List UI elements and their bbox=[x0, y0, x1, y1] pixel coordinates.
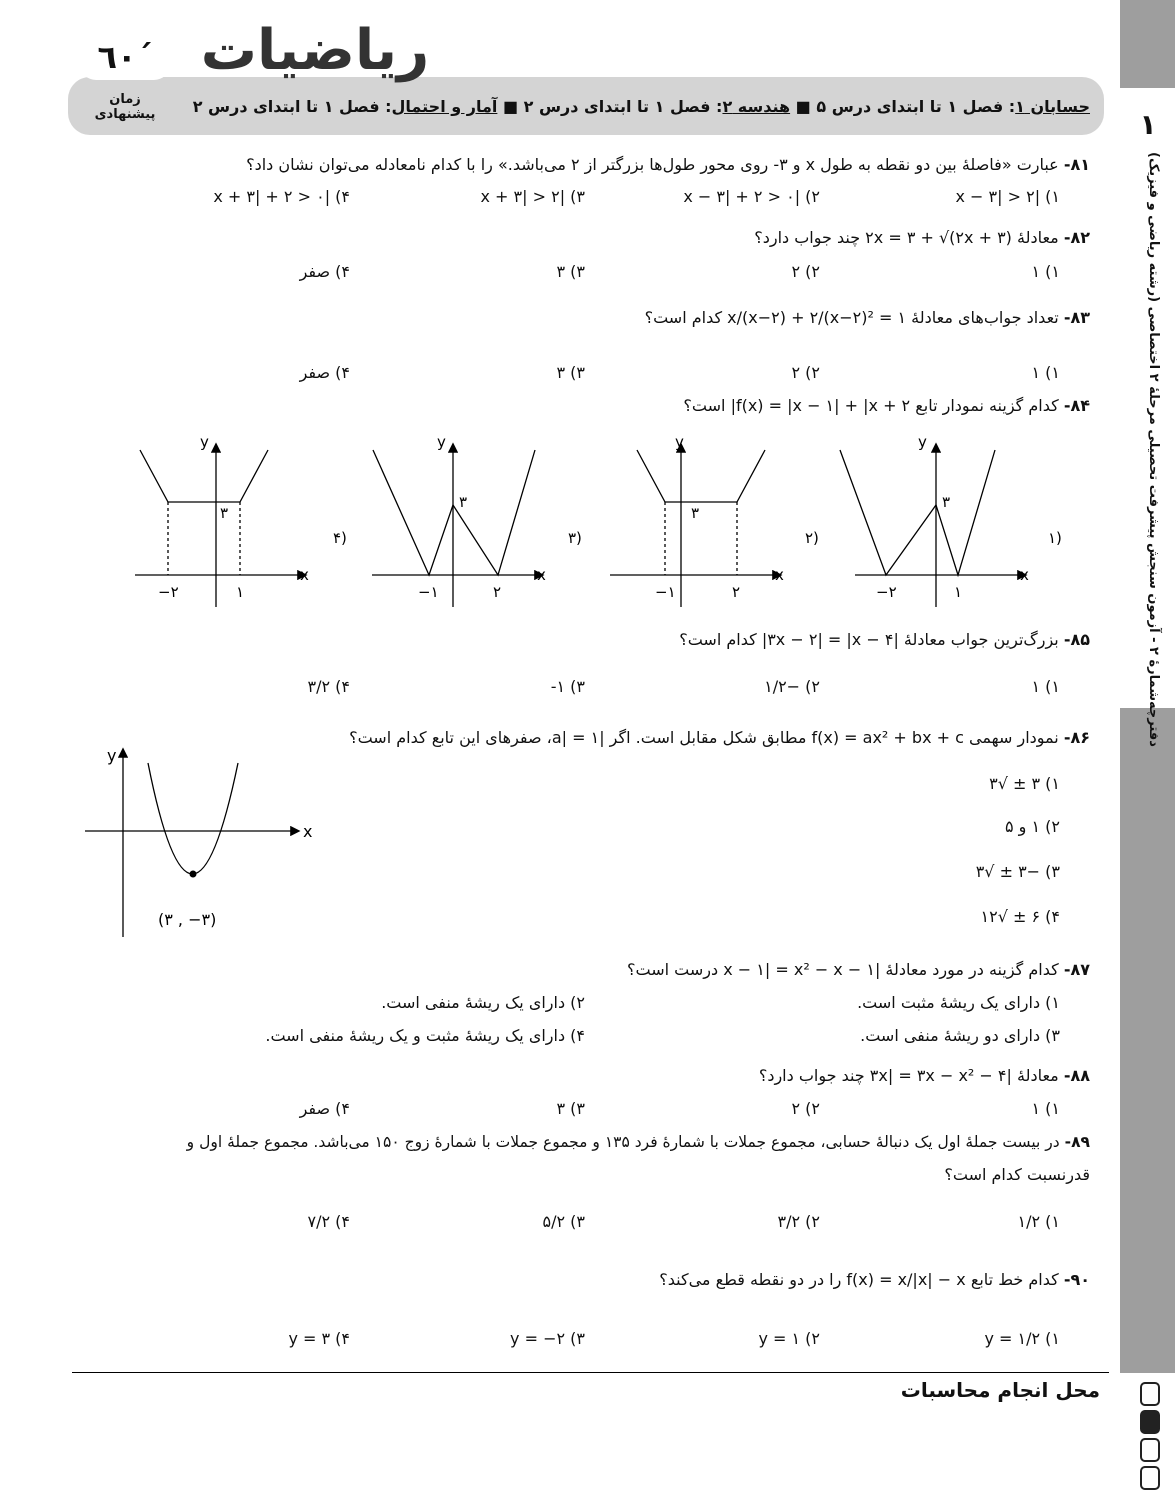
suggested-time-label: زمان پیشنهادی bbox=[94, 92, 156, 122]
tick-label: ۲ bbox=[493, 583, 502, 601]
topic-name: حسابان ۱ bbox=[1015, 97, 1090, 116]
footer-divider bbox=[72, 1372, 1109, 1373]
graph-3-label: ۳) bbox=[568, 529, 582, 547]
option[interactable]: ۲) −۱/۲ bbox=[764, 677, 820, 696]
graph-3-curve bbox=[373, 450, 535, 575]
option[interactable]: ۱) ۱ bbox=[1031, 262, 1060, 281]
peak-label: ۳ bbox=[942, 493, 951, 511]
option[interactable]: ۲) ۲ bbox=[791, 1099, 820, 1118]
option[interactable]: ۴) |x + ۳| + ۲ > ۰ bbox=[213, 187, 350, 206]
tick-label: ۱ bbox=[236, 583, 245, 601]
option[interactable]: ۳) y = −۲ bbox=[510, 1329, 585, 1348]
option[interactable]: ۴) صفر bbox=[299, 1099, 350, 1118]
graph-4-label: ۴) bbox=[333, 529, 347, 547]
tick-label: ۲ bbox=[732, 583, 741, 601]
question-86: ۸۶- نمودار سهمی f(x) = ax² + bx + c مطابق شکل مقابل است. اگر |a| = ۱، صفرهای این تابع کدام است؟ bbox=[349, 728, 1090, 747]
q84-graphs bbox=[100, 425, 1070, 615]
tab-icon-active bbox=[1140, 1410, 1160, 1434]
option[interactable]: ۲) ۳/۲ bbox=[777, 1212, 820, 1231]
tick-label: ۱ bbox=[954, 583, 963, 601]
option[interactable]: ۳) ۱- bbox=[550, 677, 585, 696]
tab-icon bbox=[1140, 1382, 1160, 1406]
vertex-point bbox=[190, 871, 197, 878]
option[interactable]: ۲) y = ۱ bbox=[758, 1329, 820, 1348]
question-83: ۸۳- تعداد جواب‌های معادلهٔ ۱ = x/(x−۲) + ۲/(x−۲)² کدام است؟ bbox=[644, 308, 1090, 327]
question-81: ۸۱- عبارت «فاصلهٔ بین دو نقطه به طول x و ۳- روی محور طول‌ها بزرگتر از ۲ می‌باشد.» را با کدام نامعادله می‌توان نشان داد؟ bbox=[246, 155, 1090, 174]
question-82: ۸۲- معادلهٔ ۲x = ۳ + √(۲x + ۳) چند جواب دارد؟ bbox=[754, 228, 1090, 247]
tick-label: −۱ bbox=[418, 583, 439, 601]
question-87: ۸۷- کدام گزینه در مورد معادلهٔ |x − ۱| = x² − x − ۱ درست است؟ bbox=[627, 960, 1090, 979]
option[interactable]: ۴) ۶ ± √۱۲ bbox=[980, 907, 1060, 926]
bullet-icon: ■ bbox=[497, 97, 519, 116]
option[interactable]: ۴) y = ۳ bbox=[288, 1329, 350, 1348]
question-89: ۸۹- در بیست جملهٔ اول یک دنبالهٔ حسابی، مجموع جملات با شمارهٔ فرد ۱۳۵ و مجموع جملات با شمارهٔ زوج ۱۵۰ می‌باشد. مجموع جملهٔ اول و bbox=[186, 1133, 1090, 1151]
flat-label: ۳ bbox=[220, 504, 229, 522]
y-axis-label: y bbox=[200, 433, 209, 451]
topic-range: : فصل ۱ تا ابتدای درس ۲ bbox=[192, 97, 392, 116]
x-axis-label: x bbox=[1020, 566, 1029, 584]
side-gray-block bbox=[1120, 708, 1175, 1373]
question-89-line2: قدرنسبت کدام است؟ bbox=[944, 1165, 1090, 1184]
question-88: ۸۸- معادلهٔ |۳x| = ۳x − x² − ۴ چند جواب دارد؟ bbox=[758, 1066, 1090, 1085]
x-axis-label: x bbox=[303, 822, 313, 841]
graph-2-curve bbox=[637, 450, 765, 502]
option[interactable]: ۲) |x − ۳| + ۲ > ۰ bbox=[683, 187, 820, 206]
topic-range: : فصل ۱ تا ابتدای درس ۲ bbox=[523, 97, 723, 116]
y-axis-label: y bbox=[107, 746, 117, 765]
option[interactable]: ۳) |x + ۳| > ۲ bbox=[480, 187, 585, 206]
topic-name: آمار و احتمال bbox=[391, 97, 498, 116]
topics-line bbox=[193, 97, 1090, 116]
option[interactable]: ۴) دارای یک ریشهٔ مثبت و یک ریشهٔ منفی است. bbox=[265, 1026, 585, 1045]
q86-parabola-graph bbox=[80, 745, 330, 945]
parabola-curve bbox=[148, 763, 238, 874]
flat-label: ۳ bbox=[691, 504, 700, 522]
x-axis-label: x bbox=[775, 566, 784, 584]
tick-label: −۲ bbox=[158, 583, 179, 601]
booklet-title: دفترچه‌شمارهٔ ۲ - آزمون سنجش پیشرفت تحصیلی مرحلهٔ ۲ اختصاصی (رشته ریاضی و فیزیک) bbox=[1146, 152, 1161, 747]
y-axis-label: y bbox=[675, 433, 684, 451]
page-tabs bbox=[1140, 1382, 1160, 1494]
graph-2-label: ۲) bbox=[805, 529, 819, 547]
option[interactable]: ۱) y = ۱/۲ bbox=[984, 1329, 1060, 1348]
subject-title: ریاضیات bbox=[200, 18, 430, 83]
option[interactable]: ۳) ۵/۲ bbox=[542, 1212, 585, 1231]
option[interactable]: ۲) ۱ و ۵ bbox=[1004, 817, 1060, 836]
bullet-icon: ■ bbox=[790, 97, 811, 116]
topic-name: هندسه ۲ bbox=[722, 97, 791, 116]
graph-4-curve bbox=[140, 450, 268, 502]
vertex-label: (۳ , −۳) bbox=[158, 910, 217, 929]
option[interactable]: ۲) ۲ bbox=[791, 262, 820, 281]
option[interactable]: ۱) ۱ bbox=[1031, 1099, 1060, 1118]
peak-label: ۳ bbox=[459, 493, 468, 511]
option[interactable]: ۱) دارای یک ریشهٔ مثبت است. bbox=[857, 993, 1060, 1012]
option[interactable]: ۱) ۱ bbox=[1031, 677, 1060, 696]
tab-icon bbox=[1140, 1438, 1160, 1462]
option[interactable]: ۳) دارای دو ریشهٔ منفی است. bbox=[860, 1026, 1060, 1045]
option[interactable]: ۳) −۳ ± √۳ bbox=[975, 862, 1060, 881]
y-axis-label: y bbox=[918, 433, 927, 451]
option[interactable]: ۴) ۳/۲ bbox=[307, 677, 350, 696]
option[interactable]: ۱) |x − ۳| > ۲ bbox=[955, 187, 1060, 206]
option[interactable]: ۱) ۱ bbox=[1031, 363, 1060, 382]
question-85: ۸۵- بزرگ‌ترین جواب معادلهٔ |۳x − ۲| = |x − ۴| کدام است؟ bbox=[679, 630, 1090, 649]
option[interactable]: ۳) ۳ bbox=[556, 1099, 585, 1118]
option[interactable]: ۱) ۳ ± √۳ bbox=[989, 774, 1060, 793]
question-84: ۸۴- کدام گزینه نمودار تابع f(x) = |x − ۱| + |x + ۲| است؟ bbox=[683, 396, 1090, 415]
y-axis-label: y bbox=[437, 433, 446, 451]
option[interactable]: ۲) ۲ bbox=[791, 363, 820, 382]
option[interactable]: ۳) ۳ bbox=[556, 363, 585, 382]
option[interactable]: ۴) ۷/۲ bbox=[307, 1212, 350, 1231]
graph-1-curve bbox=[840, 450, 995, 575]
suggested-time-value: ٦٠´ bbox=[97, 38, 153, 76]
x-axis-label: x bbox=[537, 566, 546, 584]
tick-label: −۱ bbox=[655, 583, 676, 601]
topic-range: : فصل ۱ تا ابتدای درس ۵ bbox=[816, 97, 1016, 116]
option[interactable]: ۱) ۱/۲ bbox=[1017, 1212, 1060, 1231]
option[interactable]: ۴) صفر bbox=[299, 262, 350, 281]
tick-label: −۲ bbox=[876, 583, 897, 601]
side-gray-block-top bbox=[1120, 0, 1175, 88]
graph-1-label: ۱) bbox=[1048, 529, 1062, 547]
scratch-area-label: محل انجام محاسبات bbox=[900, 1378, 1100, 1402]
option[interactable]: ۴) صفر bbox=[299, 363, 350, 382]
option[interactable]: ۲) دارای یک ریشهٔ منفی است. bbox=[381, 993, 585, 1012]
tab-icon bbox=[1140, 1466, 1160, 1490]
option[interactable]: ۳) ۳ bbox=[556, 262, 585, 281]
x-axis-label: x bbox=[300, 566, 309, 584]
page-number: ۱ bbox=[1139, 108, 1157, 141]
question-90: ۹۰- کدام خط تابع f(x) = x/|x| − x را در دو نقطه قطع می‌کند؟ bbox=[659, 1270, 1090, 1289]
